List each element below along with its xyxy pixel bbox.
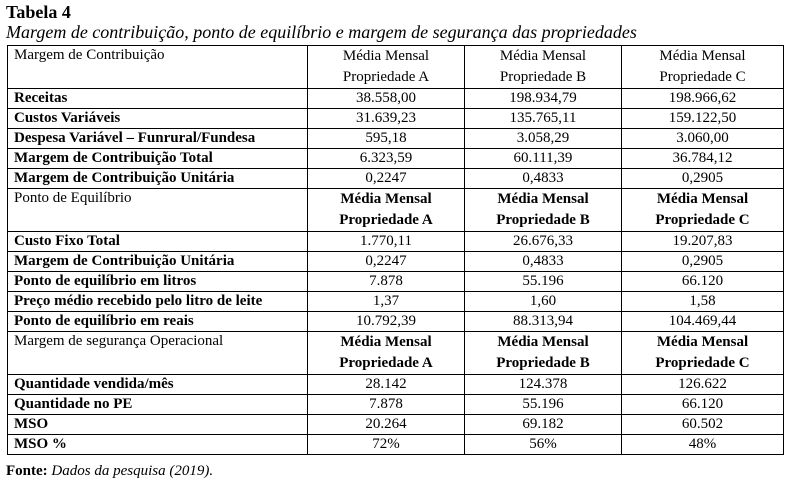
cell-value-a: 0,2247: [308, 252, 465, 272]
cell-value-a: 1,37: [308, 292, 465, 312]
cell-value-a: 7.878: [308, 272, 465, 292]
row-label: Ponto de equilíbrio em litros: [8, 272, 308, 292]
row-label: Despesa Variável – Funrural/Fundesa: [8, 129, 308, 149]
cell-value-b: 26.676,33: [465, 232, 622, 252]
cell-value-b: 135.765,11: [465, 109, 622, 129]
row-label: Preço médio recebido pelo litro de leite: [8, 292, 308, 312]
table-row: [8, 312, 784, 332]
source-text: Dados da pesquisa (2019).: [51, 463, 214, 479]
cell-value-b: 0,4833: [465, 252, 622, 272]
cell-value-a: 595,18: [308, 129, 465, 149]
cell-value-c: 3.060,00: [622, 129, 784, 149]
cell-value-a: 28.142: [308, 375, 465, 395]
table-subtitle: Margem de contribuição, ponto de equilíbrio e margem de segurança das propriedades: [6, 22, 637, 42]
table-row: [8, 252, 784, 272]
cell-value-c: 48%: [622, 435, 784, 455]
section-header-row: [8, 332, 784, 375]
cell-value-b: 198.934,79: [465, 89, 622, 109]
cell-value-c: 198.966,62: [622, 89, 784, 109]
cell-value-a: 20.264: [308, 415, 465, 435]
column-header-b: Média Mensal Propriedade B: [465, 332, 622, 375]
cell-value-c: 0,2905: [622, 169, 784, 189]
cell-value-c: 66.120: [622, 395, 784, 415]
cell-value-c: 60.502: [622, 415, 784, 435]
table-title: Tabela 4: [6, 2, 71, 22]
cell-value-a: 0,2247: [308, 169, 465, 189]
cell-value-a: 31.639,23: [308, 109, 465, 129]
column-header-c: Média Mensal Propriedade C: [622, 189, 784, 232]
row-label: Custos Variáveis: [8, 109, 308, 129]
cell-value-b: 1,60: [465, 292, 622, 312]
section-label-break-even: Ponto de Equilíbrio: [8, 189, 308, 232]
column-header-a: Média Mensal Propriedade A: [308, 189, 465, 232]
table-row: [8, 129, 784, 149]
cell-value-b: 88.313,94: [465, 312, 622, 332]
section-header-row: [8, 189, 784, 232]
cell-value-b: 56%: [465, 435, 622, 455]
table-row: [8, 395, 784, 415]
cell-value-c: 104.469,44: [622, 312, 784, 332]
row-label: MSO %: [8, 435, 308, 455]
cell-value-c: 0,2905: [622, 252, 784, 272]
cell-value-b: 3.058,29: [465, 129, 622, 149]
table-row: [8, 415, 784, 435]
cell-value-b: 0,4833: [465, 169, 622, 189]
cell-value-c: 159.122,50: [622, 109, 784, 129]
row-label: Margem de Contribuição Unitária: [8, 169, 308, 189]
table-row: [8, 272, 784, 292]
cell-value-a: 7.878: [308, 395, 465, 415]
cell-value-a: 10.792,39: [308, 312, 465, 332]
table-row: [8, 169, 784, 189]
cell-value-c: 66.120: [622, 272, 784, 292]
data-table: [7, 45, 784, 455]
source-label: Fonte:: [6, 463, 48, 479]
table-row: [8, 109, 784, 129]
header-row: [8, 46, 784, 89]
column-header-c: Média Mensal Propriedade C: [622, 332, 784, 375]
cell-value-a: 72%: [308, 435, 465, 455]
cell-value-c: 126.622: [622, 375, 784, 395]
row-label: Ponto de equilíbrio em reais: [8, 312, 308, 332]
cell-value-a: 1.770,11: [308, 232, 465, 252]
table-row: [8, 89, 784, 109]
table-row: [8, 435, 784, 455]
cell-value-b: 55.196: [465, 272, 622, 292]
row-label: MSO: [8, 415, 308, 435]
source-note: [6, 461, 213, 481]
row-label: Margem de Contribuição Unitária: [8, 252, 308, 272]
column-header-c: Média Mensal Propriedade C: [622, 46, 784, 89]
cell-value-a: 6.323,59: [308, 149, 465, 169]
cell-value-b: 124.378: [465, 375, 622, 395]
cell-value-a: 38.558,00: [308, 89, 465, 109]
row-label: Quantidade no PE: [8, 395, 308, 415]
section-label-contribution: Margem de Contribuição: [8, 46, 308, 89]
row-label: Custo Fixo Total: [8, 232, 308, 252]
column-header-a: Média Mensal Propriedade A: [308, 332, 465, 375]
table-row: [8, 232, 784, 252]
table-row: [8, 292, 784, 312]
table-row: [8, 375, 784, 395]
cell-value-b: 55.196: [465, 395, 622, 415]
cell-value-c: 1,58: [622, 292, 784, 312]
row-label: Receitas: [8, 89, 308, 109]
column-header-b: Média Mensal Propriedade B: [465, 46, 622, 89]
column-header-b: Média Mensal Propriedade B: [465, 189, 622, 232]
column-header-a: Média Mensal Propriedade A: [308, 46, 465, 89]
section-label-safety-margin: Margem de segurança Operacional: [8, 332, 308, 375]
cell-value-b: 69.182: [465, 415, 622, 435]
cell-value-c: 19.207,83: [622, 232, 784, 252]
row-label: Margem de Contribuição Total: [8, 149, 308, 169]
row-label: Quantidade vendida/mês: [8, 375, 308, 395]
cell-value-c: 36.784,12: [622, 149, 784, 169]
table-row: [8, 149, 784, 169]
cell-value-b: 60.111,39: [465, 149, 622, 169]
